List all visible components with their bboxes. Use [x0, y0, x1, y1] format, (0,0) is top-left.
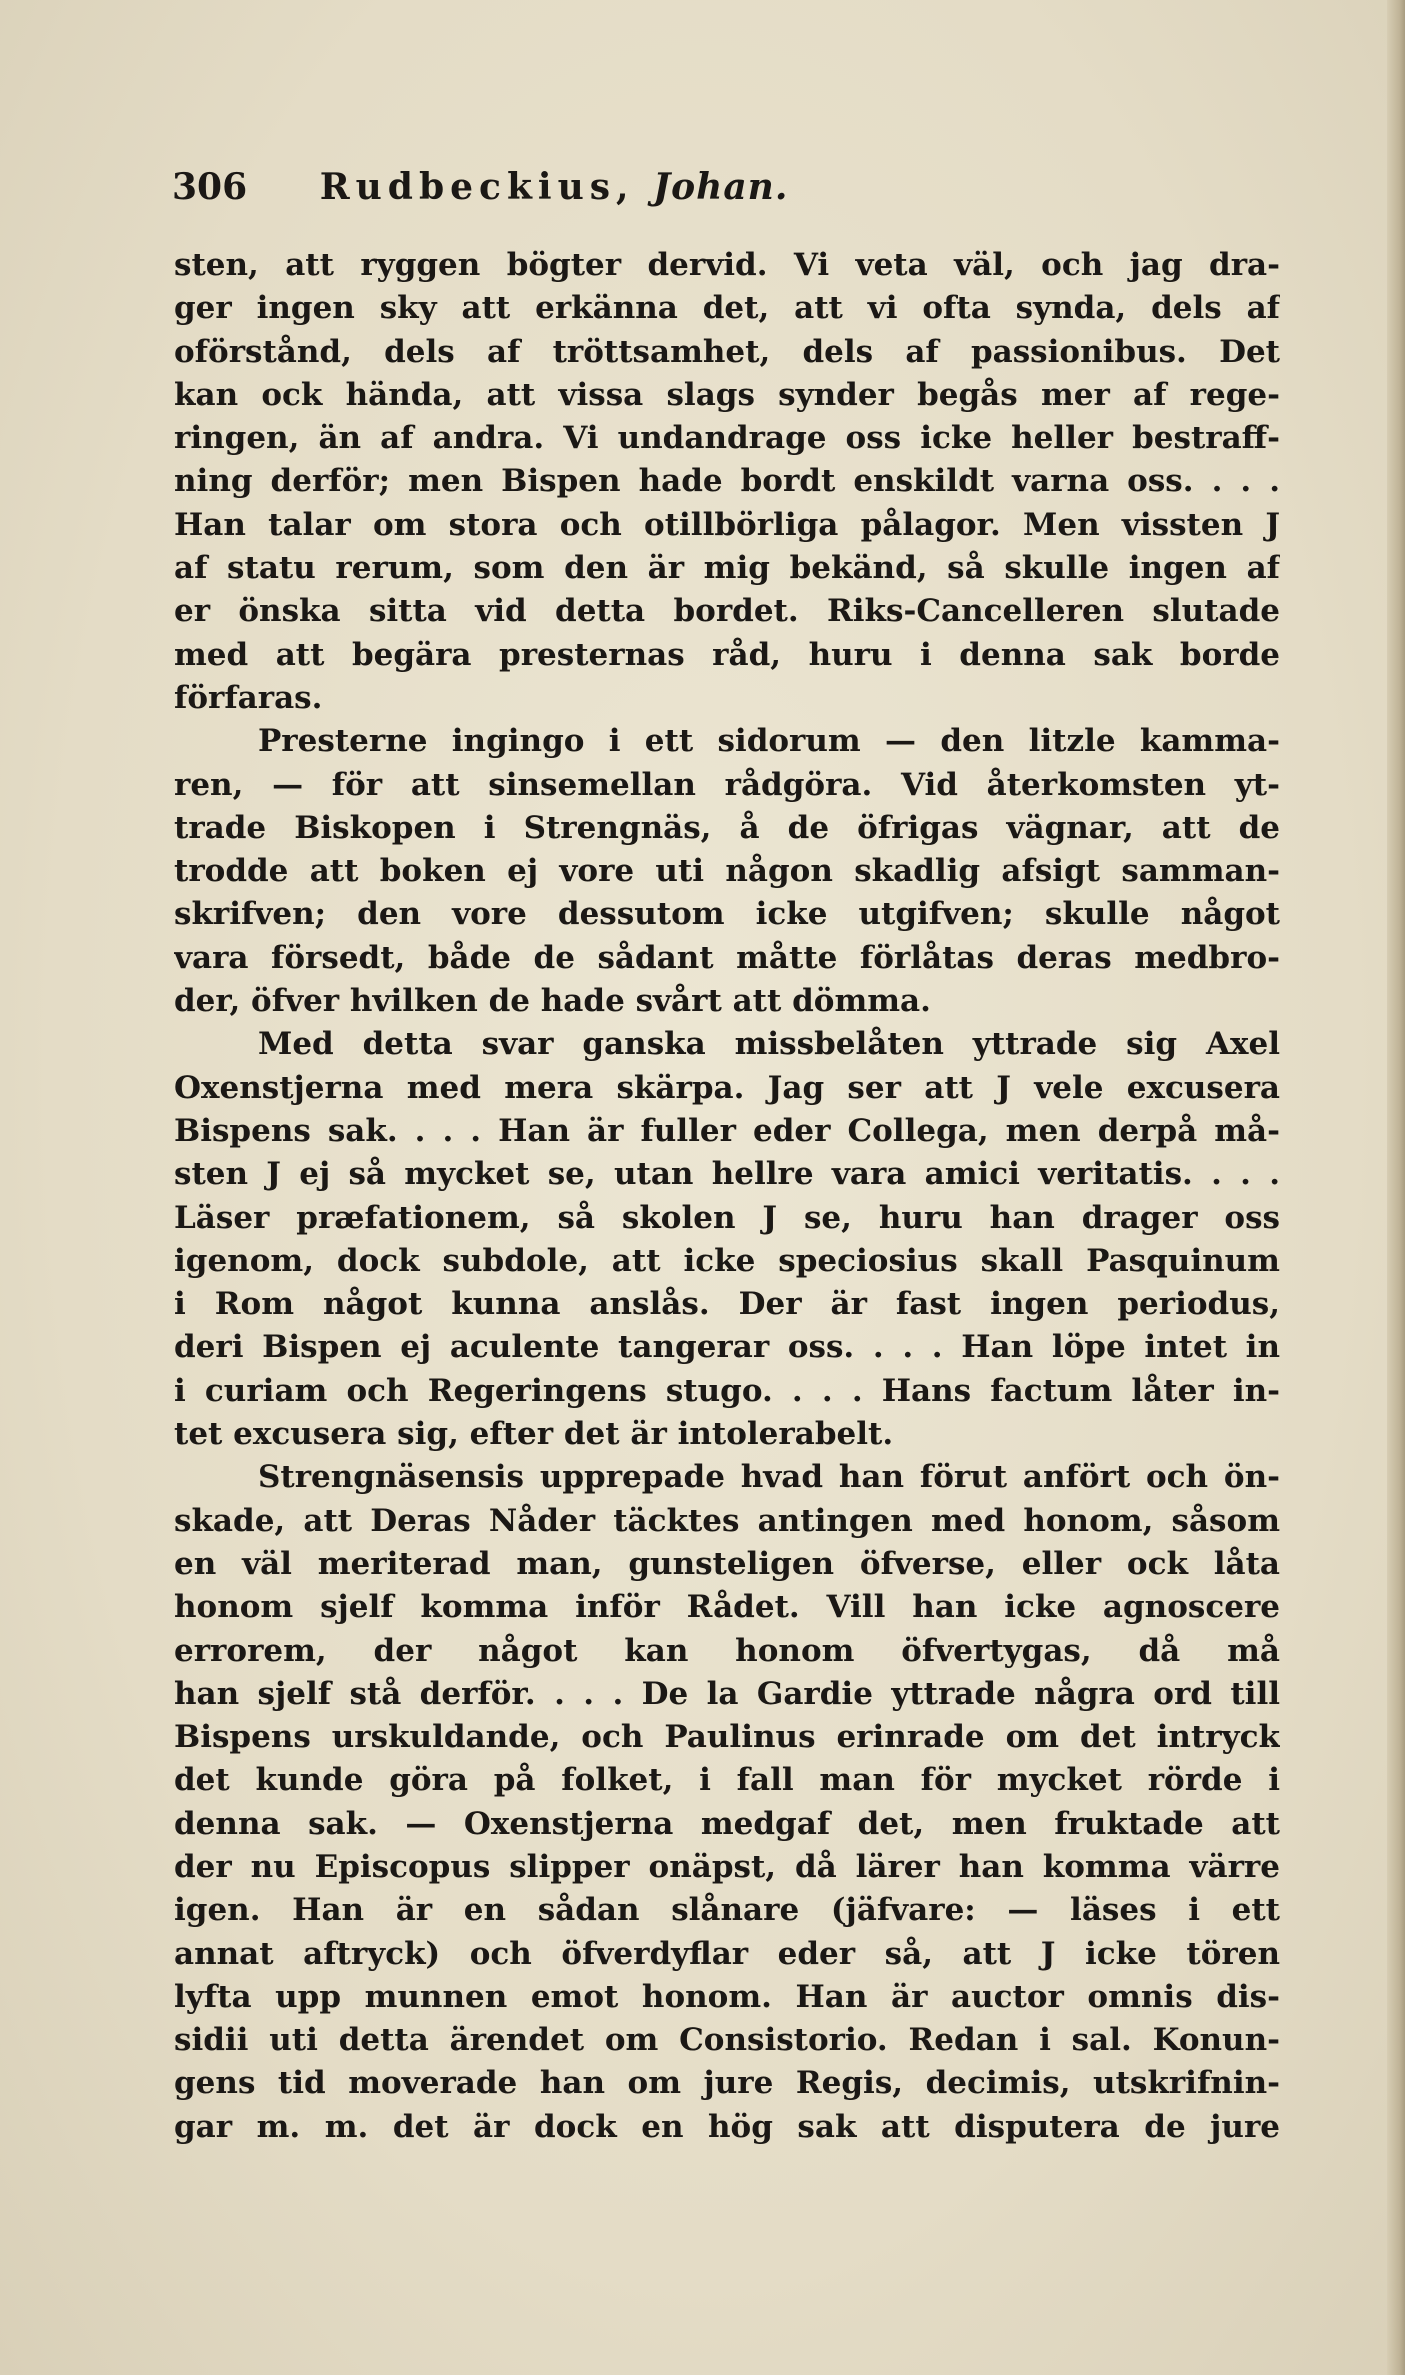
text-line: er önska sitta vid detta bordet. Riks-Cancelleren slutade — [174, 593, 1280, 630]
running-title — [320, 162, 789, 212]
text-line: errorem, der något kan honom öfvertygas, då må — [174, 1632, 1280, 1669]
text-line: en väl meriterad man, gunsteligen öfverse, eller ock låta — [174, 1545, 1280, 1582]
text-line: förfaras. — [174, 679, 323, 716]
text-line: det kunde göra på folket, i fall man för mycket rörde i — [174, 1762, 1280, 1799]
body-text — [174, 244, 1280, 2149]
text-line: Bispens sak. . . . Han är fuller eder Collega, men derpå må- — [174, 1112, 1280, 1149]
text-line: skrifven; den vore dessutom icke utgifven; skulle något — [174, 896, 1280, 933]
text-line: skade, att Deras Nåder täcktes antingen med honom, såsom — [174, 1502, 1280, 1539]
text-line: ning derför; men Bispen hade bordt enskildt varna oss. . . . — [174, 463, 1280, 500]
text-line: ger ingen sky att erkänna det, att vi ofta synda, dels af — [174, 290, 1280, 327]
text-line: med att begära presternas råd, huru i denna sak borde — [174, 636, 1280, 673]
text-line: Oxenstjerna med mera skärpa. Jag ser att J vele excusera — [174, 1069, 1280, 1106]
running-title-name: Rudbeckius, — [319, 166, 635, 208]
text-line: vara försedt, både de sådant måtte förlåtas deras medbro- — [174, 939, 1280, 976]
text-line: trodde att boken ej vore uti någon skadlig afsigt samman- — [174, 853, 1280, 890]
text-line: igenom, dock subdole, att icke speciosius skall Pasquinum — [174, 1242, 1280, 1279]
text-line: af statu rerum, som den är mig bekänd, så skulle ingen af — [174, 550, 1280, 587]
page-header — [172, 162, 1272, 212]
text-line: sten, att ryggen bögter dervid. Vi veta väl, och jag dra- — [174, 247, 1280, 283]
text-line: i Rom något kunna anslås. Der är fast ingen periodus, — [174, 1286, 1280, 1323]
text-line: trade Biskopen i Strengnäs, å de öfrigas vägnar, att de — [174, 809, 1280, 846]
text-line: oförstånd, dels af tröttsamhet, dels af passionibus. Det — [174, 333, 1280, 370]
text-line: Strengnäsensis upprepade hvad han förut anfört och ön- — [258, 1459, 1280, 1496]
text-line: deri Bispen ej aculente tangerar oss. . . . Han löpe intet in — [174, 1329, 1280, 1366]
text-line: igen. Han är en sådan slånare (jäfvare: — läses i ett — [174, 1892, 1280, 1929]
text-line: Bispens urskuldande, och Paulinus erinrade om det intryck — [174, 1719, 1280, 1756]
text-line: honom sjelf komma inför Rådet. Vill han icke agnoscere — [174, 1589, 1280, 1626]
text-line: ringen, än af andra. Vi undandrage oss icke heller bestraff- — [174, 420, 1280, 457]
text-line: i curiam och Regeringens stugo. . . . Hans factum låter in- — [174, 1372, 1280, 1409]
page-edge — [1387, 0, 1405, 2375]
text-line: gens tid moverade han om jure Regis, decimis, utskrifnin- — [174, 2065, 1280, 2102]
text-line: der, öfver hvilken de hade svårt att dömma. — [174, 983, 931, 1020]
text-line: sten J ej så mycket se, utan hellre vara amici veritatis. . . . — [174, 1156, 1280, 1193]
text-line: Han talar om stora och otillbörliga pålagor. Men vissten J — [174, 506, 1280, 543]
running-title-given: Johan. — [653, 166, 789, 208]
text-line: denna sak. — Oxenstjerna medgaf det, men fruktade att — [174, 1805, 1280, 1842]
text-line: Presterne ingingo i ett sidorum — den litzle kamma- — [258, 723, 1280, 760]
text-line: gar m. m. det är dock en hög sak att disputera de jure — [174, 2108, 1280, 2145]
page-number: 306 — [172, 166, 248, 208]
text-line: lyfta upp munnen emot honom. Han är auctor omnis dis- — [174, 1978, 1280, 2015]
text-line: Med detta svar ganska missbelåten yttrade sig Axel — [258, 1026, 1280, 1063]
text-line: sidii uti detta ärendet om Consistorio. Redan i sal. Konun- — [174, 2022, 1280, 2059]
text-line: kan ock hända, att vissa slags synder begås mer af rege- — [174, 376, 1280, 413]
text-line: annat aftryck) och öfverdyflar eder så, att J icke tören — [174, 1935, 1280, 1972]
text-line: der nu Episcopus slipper onäpst, då lärer han komma värre — [174, 1848, 1280, 1885]
text-line: ren, — för att sinsemellan rådgöra. Vid återkomsten yt- — [174, 766, 1280, 803]
text-line: Läser præfationem, så skolen J se, huru han drager oss — [174, 1199, 1280, 1236]
text-line: tet excusera sig, efter det är intolerabelt. — [174, 1416, 894, 1453]
text-line: han sjelf stå derför. . . . De la Gardie yttrade några ord till — [174, 1675, 1280, 1712]
